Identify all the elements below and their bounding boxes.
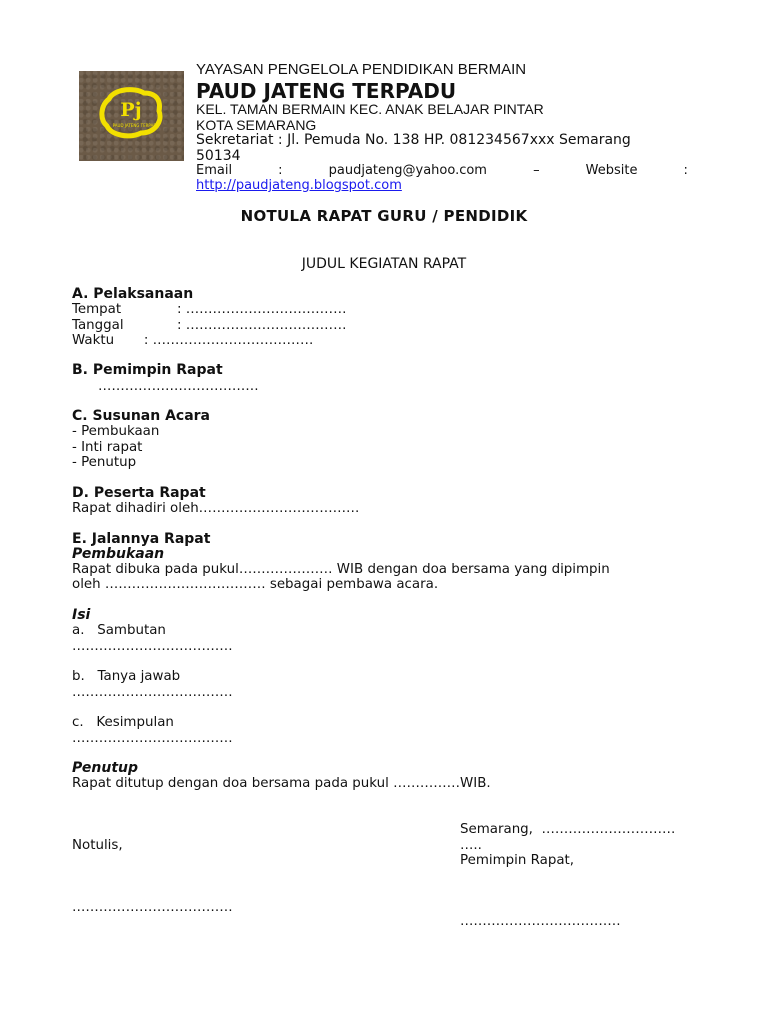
logo-emblem-icon [79,71,184,161]
agenda-item: - Inti rapat [72,440,143,455]
logo-text: Pj [120,99,142,121]
agenda-item: - Pembukaan [72,424,160,439]
tanggal-value: : ……………………………… [177,318,347,333]
isi-item-c: c. Kesimpulan [72,715,174,730]
website-link[interactable]: http://paudjateng.blogspot.com [196,178,402,193]
isi-title: Isi [72,607,91,623]
website-label: Website [585,163,638,178]
isi-item-b-dots: ……………………………… [72,685,233,700]
agenda-item: - Penutup [72,455,137,470]
org-name: PAUD JATENG TERPADU [196,79,457,103]
notulis-signature-line: ……………………………… [72,900,233,915]
isi-item-a-dots: ……………………………… [72,639,233,654]
email-colon: : [278,163,283,178]
tanggal-label: Tanggal [72,318,124,333]
pembukaan-title: Pembukaan [72,546,165,562]
org-address1: KEL. TAMAN BERMAIN KEC. ANAK BELAJAR PINTAR [196,101,544,117]
section-e-title: E. Jalannya Rapat [72,531,211,547]
isi-item-c-dots: ……………………………… [72,731,233,746]
place-date-cont: ….. [460,838,482,853]
contact-row [196,163,688,179]
penutup-text: Rapat ditutup dengan doa bersama pada pukul ……………WIB. [72,776,491,791]
org-line1: YAYASAN PENGELOLA PENDIDIKAN BERMAIN [196,61,527,78]
contact-dash: – [533,163,540,178]
section-d-title: D. Peserta Rapat [72,485,206,501]
organization-logo [79,71,184,161]
section-c-title: C. Susunan Acara [72,408,211,424]
pembukaan-line1: Rapat dibuka pada pukul………………… WIB dengan doa bersama yang dipimpin [72,562,610,577]
leader-label: Pemimpin Rapat, [460,853,575,868]
document-subtitle: JUDUL KEGIATAN RAPAT [301,256,467,272]
secretariat-line1: Sekretariat : Jl. Pemuda No. 138 HP. 081234567xxx Semarang [196,132,631,148]
pembukaan-line2: oleh ……………………………… sebagai pembawa acara. [72,577,439,592]
tempat-value: : ……………………………… [177,302,347,317]
email-label: Email [196,163,233,178]
section-a-title: A. Pelaksanaan [72,286,194,302]
secretariat-line2: 50134 [196,148,241,164]
tempat-label: Tempat [72,302,122,317]
website-colon: : [683,163,688,178]
email-value: paudjateng@yahoo.com [328,163,487,178]
leader-signature-line: ……………………………… [460,914,621,929]
isi-item-b: b. Tanya jawab [72,669,181,684]
penutup-title: Penutup [72,760,138,776]
isi-item-a: a. Sambutan [72,623,166,638]
notulis-label: Notulis, [72,838,123,853]
logo-subtext: PAUD JATENG TERPADU [112,123,160,128]
section-b-title: B. Pemimpin Rapat [72,362,223,378]
org-address2: KOTA SEMARANG [196,117,317,133]
document-title: NOTULA RAPAT GURU / PENDIDIK [240,207,528,225]
place-date: Semarang, ………………………… [460,822,676,837]
pemimpin-value: ……………………………… [98,379,259,394]
waktu-line: Waktu : ……………………………… [72,333,314,348]
peserta-text: Rapat dihadiri oleh……………………………… [72,501,360,516]
